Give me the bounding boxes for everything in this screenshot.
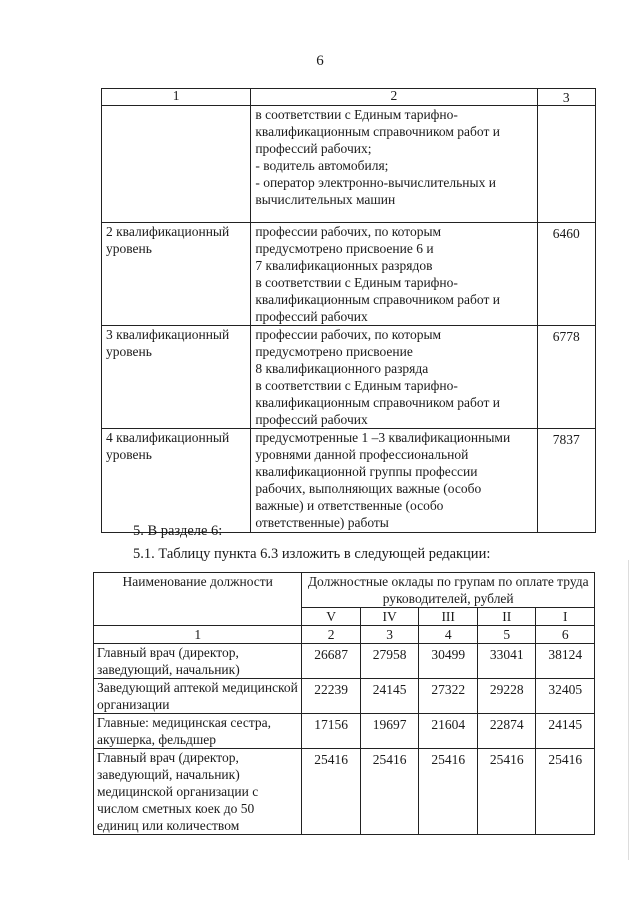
header-cell: 2 — [251, 89, 537, 106]
table-row — [102, 429, 596, 533]
salary-cell: 7837 — [537, 429, 595, 533]
description-line: рабочих, выполняющих важные (особо — [255, 481, 482, 496]
position-cell: Заведующий аптекой медицинской организации — [94, 679, 302, 714]
group-header: Должностные оклады по групам по оплате труда руководителей, рублей — [302, 573, 595, 608]
salary-value: 17156 — [302, 714, 361, 749]
position-cell: Главный врач (директор, заведующий, начальник) — [94, 644, 302, 679]
salary-value: 38124 — [536, 644, 595, 679]
salary-value: 22874 — [477, 714, 536, 749]
description-line: профессии рабочих, по которым — [255, 327, 442, 342]
level-cell: 2 квалификационный уровень — [102, 223, 251, 326]
description-line: важные) и ответственные (особо — [255, 498, 444, 513]
header-cell: 3 — [537, 89, 595, 106]
salary-value: 33041 — [477, 644, 536, 679]
scan-edge-divider — [628, 560, 629, 860]
column-number: 3 — [360, 626, 419, 644]
salary-value: 32405 — [536, 679, 595, 714]
salary-value: 25416 — [302, 749, 361, 835]
table-row — [94, 644, 595, 679]
description-line: квалификационным справочником работ и — [255, 395, 500, 410]
position-header: Наименование должности — [94, 573, 302, 626]
position-cell: Главный врач (директор, заведующий, начальник) медицинской организации с числом сметных коек до 50 единиц или количеством — [94, 749, 302, 835]
column-number: 4 — [419, 626, 478, 644]
description-line: предусмотрено присвоение 6 и — [255, 241, 434, 256]
qualification-table — [101, 88, 596, 533]
description-line: вычислительных машин — [255, 192, 396, 207]
description-line: в соответствии с Единым тарифно- — [255, 107, 458, 122]
salary-value: 19697 — [360, 714, 419, 749]
header-cell: 1 — [102, 89, 251, 106]
column-number: 6 — [536, 626, 595, 644]
description-line: ответственные) работы — [255, 515, 389, 530]
column-number: 5 — [477, 626, 536, 644]
column-number: 2 — [302, 626, 361, 644]
salary-value: 26687 — [302, 644, 361, 679]
description-line: профессий рабочих — [255, 309, 368, 324]
description-cell — [251, 429, 537, 533]
column-number: 1 — [94, 626, 302, 644]
description-line: профессий рабочих; — [255, 141, 372, 156]
level-cell: 4 квалификационный уровень — [102, 429, 251, 533]
salary-cell: 6778 — [537, 326, 595, 429]
description-line: уровнями данной профессиональной — [255, 447, 469, 462]
section-paragraph: 5. В разделе 6: — [133, 523, 223, 539]
description-cell — [251, 223, 537, 326]
table-row — [94, 749, 595, 835]
salary-value: 30499 — [419, 644, 478, 679]
group-cell: V — [302, 608, 361, 626]
salary-value: 27322 — [419, 679, 478, 714]
salary-value: 24145 — [360, 679, 419, 714]
salary-value: 24145 — [536, 714, 595, 749]
description-line: - водитель автомобиля; — [255, 158, 389, 173]
table-row — [102, 106, 596, 223]
salary-value: 25416 — [360, 749, 419, 835]
description-line: предусмотренные 1 –3 квалификационными — [255, 430, 511, 445]
salary-table — [93, 572, 595, 835]
level-cell — [102, 106, 251, 223]
description-line: профессий рабочих — [255, 412, 368, 427]
description-cell — [251, 326, 537, 429]
salary-value: 21604 — [419, 714, 478, 749]
description-line: 7 квалификационных разрядов — [255, 258, 433, 273]
group-cell: III — [419, 608, 478, 626]
salary-cell — [537, 106, 595, 223]
description-line: квалификационным справочником работ и — [255, 124, 500, 139]
table-row — [94, 679, 595, 714]
description-line: 8 квалификационного разряда — [255, 361, 429, 376]
position-cell: Главные: медицинская сестра, акушерка, фельдшер — [94, 714, 302, 749]
salary-value: 27958 — [360, 644, 419, 679]
description-line: профессии рабочих, по которым — [255, 224, 442, 239]
column-number-row — [94, 626, 595, 644]
description-line: квалификационной группы профессии — [255, 464, 478, 479]
salary-value: 25416 — [536, 749, 595, 835]
description-line: квалификационным справочником работ и — [255, 292, 500, 307]
salary-value: 25416 — [477, 749, 536, 835]
salary-value: 22239 — [302, 679, 361, 714]
table-row — [94, 714, 595, 749]
description-line: предусмотрено присвоение — [255, 344, 413, 359]
group-cell: IV — [360, 608, 419, 626]
salary-value: 25416 — [419, 749, 478, 835]
subsection-paragraph: 5.1. Таблицу пункта 6.3 изложить в следующей редакции: — [133, 546, 491, 562]
group-cell: II — [477, 608, 536, 626]
page-number: 6 — [316, 53, 324, 69]
description-cell — [251, 106, 537, 223]
table-row — [102, 223, 596, 326]
description-line: - оператор электронно-вычислительных и — [255, 175, 496, 190]
table-header-row — [94, 573, 595, 608]
salary-value: 29228 — [477, 679, 536, 714]
level-cell: 3 квалификационный уровень — [102, 326, 251, 429]
salary-cell: 6460 — [537, 223, 595, 326]
group-cell: I — [536, 608, 595, 626]
description-line: в соответствии с Единым тарифно- — [255, 275, 458, 290]
table-row — [102, 326, 596, 429]
description-line: в соответствии с Единым тарифно- — [255, 378, 458, 393]
table-header-row — [102, 89, 596, 106]
